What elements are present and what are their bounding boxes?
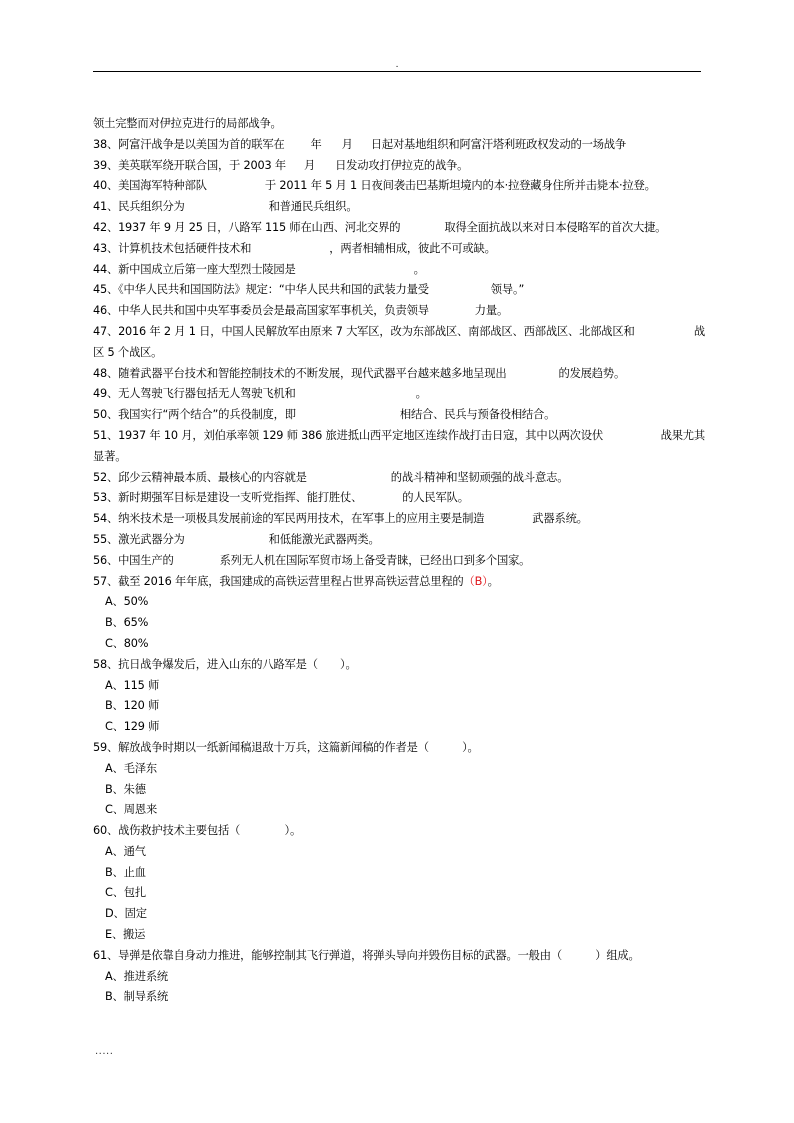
question-38: 38、阿富汗战争是以美国为首的联军在 年 月 日起对基地组织和阿富汗塔利班政权发动的一场战争 [93,137,626,151]
question-45: 45、《中华人民共和国国防法》规定：“中华人民共和国的武装力量受 领导。” [93,283,525,297]
option-58-c: C、129 师 [105,720,160,734]
question-53: 53、新时期强军目标是建设一支听党指挥、能打胜仗、 的人民军队。 [93,491,469,505]
question-51: 51、1937 年 10 月，刘伯承率领 129 师 386 旅进抵山西平定地区连续作战打击日寇，其中以两次设伏 战果尤其 [93,428,705,442]
question-51-cont: 显著。 [93,449,127,463]
question-42: 42、1937 年 9 月 25 日，八路军 115 师在山西、河北交界的 取得全面抗战以来对日本侵略军的首次大捷。 [93,220,667,234]
header-rule [93,71,701,72]
option-61-a: A、推进系统 [105,969,169,983]
answer-mark: （B） [463,574,488,588]
question-58: 58、抗日战争爆发后，进入山东的八路军是（ ）。 [93,657,357,671]
question-40: 40、美国海军特种部队 于 2011 年 5 月 1 日夜间袭击巴基斯坦境内的本·拉登藏身住所并击毙本·拉登。 [93,179,656,193]
question-59: 59、解放战争时期以一纸新闻稿退敌十万兵，这篇新闻稿的作者是（ ）。 [93,740,479,754]
question-61: 61、导弹是依靠自身动力推进，能够控制其飞行弹道，将弹头导向并毁伤目标的武器。一般由（ ）组成。 [93,948,640,962]
option-58-b: B、120 师 [105,699,160,713]
question-43: 43、计算机技术包括硬件技术和 ，两者相辅相成，彼此不可或缺。 [93,241,496,255]
question-46: 46、中华人民共和国中央军事委员会是最高国家军事机关，负责领导 力量。 [93,304,509,318]
text-line: 领土完整而对伊拉克进行的局部战争。 [93,117,282,130]
question-49: 49、无人驾驶飞行器包括无人驾驶飞机和 。 [93,387,427,401]
option-58-a: A、115 师 [105,678,160,692]
option-60-c: C、包扎 [105,886,146,900]
question-60: 60、战伤救护技术主要包括（ ）。 [93,824,302,838]
footer-dots: ..... [95,1046,114,1057]
option-60-e: E、搬运 [105,928,146,942]
question-57: 57、截至 2016 年年底，我国建成的高铁运营里程占世界高铁运营总里程的（B）。 [93,574,499,588]
document-body [93,114,705,1008]
question-52: 52、邱少云精神最本质、最核心的内容就是 的战斗精神和坚韧顽强的战斗意志。 [93,470,569,484]
question-47: 47、2016 年 2 月 1 日，中国人民解放军由原来 7 大军区，改为东部战区、南部战区、西部战区、北部战区和 战 [93,324,705,338]
question-41: 41、民兵组织分为 和普通民兵组织。 [93,200,358,214]
option-61-b: B、制导系统 [105,990,169,1004]
option-59-a: A、毛泽东 [105,761,157,775]
question-50: 50、我国实行“两个结合”的兵役制度，即 相结合、民兵与预备役相结合。 [93,408,556,422]
question-48: 48、随着武器平台技术和智能控制技术的不断发展，现代武器平台越来越多地呈现出 的发展趋势。 [93,366,626,380]
question-47-cont: 区 5 个战区。 [93,345,163,359]
question-39: 39、美英联军绕开联合国，于 2003 年 月 日发动攻打伊拉克的战争。 [93,158,469,172]
question-44: 44、新中国成立后第一座大型烈士陵园是 。 [93,262,425,276]
option-57-c: C、80% [105,636,149,650]
question-56: 56、中国生产的 系列无人机在国际军贸市场上备受青睐，已经出口到多个国家。 [93,553,531,567]
option-59-c: C、周恩来 [105,803,158,817]
option-60-a: A、通气 [105,844,146,858]
option-60-d: D、固定 [105,907,147,921]
question-54: 54、纳米技术是一项极具发展前途的军民两用技术，在军事上的应用主要是制造 武器系统。 [93,512,588,526]
header-dot: . [395,60,399,70]
option-60-b: B、止血 [105,865,146,879]
option-57-b: B、65% [105,616,149,630]
option-57-a: A、50% [105,595,149,609]
option-59-b: B、朱德 [105,782,146,796]
question-55: 55、激光武器分为 和低能激光武器两类。 [93,532,380,546]
